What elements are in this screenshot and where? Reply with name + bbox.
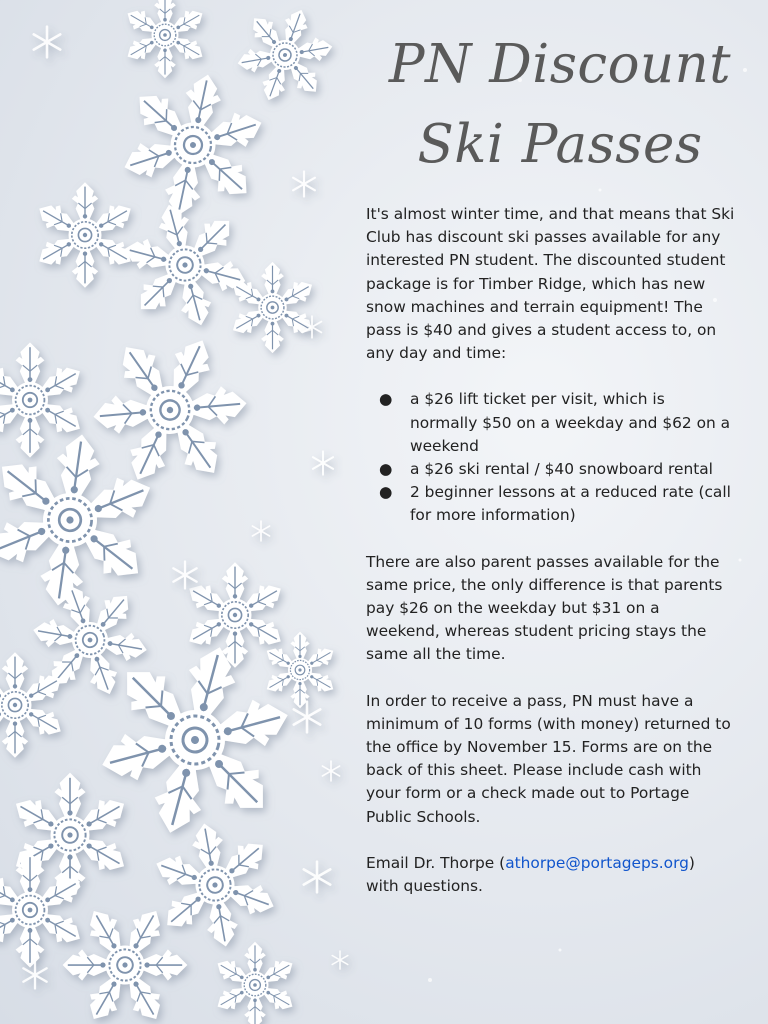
list-item xyxy=(366,481,736,527)
list-item-text: a $26 lift ticket per visit, which is normally $50 on a weekday and $62 on a weekend xyxy=(410,390,731,455)
intro-paragraph: It's almost winter time, and that means that Ski Club has discount ski passes available for any interested PN student. The discounted student package is for Timber Ridge, which has new snow machines and terrain equipment! The pass is $40 and gives a student access to, on any day and time: xyxy=(366,205,735,363)
flyer-body xyxy=(366,203,736,898)
parent-passes-paragraph: There are also parent passes available for the same price, the only difference is that parents pay $26 on the weekday but $31 on a weekend, whereas student pricing stays the same all the time. xyxy=(366,552,723,664)
page-title-line-2: Ski Passes xyxy=(417,114,703,175)
spacer xyxy=(366,829,736,852)
contact-suffix: ) xyxy=(688,853,695,872)
list-item xyxy=(366,458,736,481)
contact-tail: with questions. xyxy=(366,877,483,896)
contact-prefix: Email Dr. Thorpe ( xyxy=(366,853,506,872)
spacer xyxy=(366,365,736,388)
list-item-text: a $26 ski rental / $40 snowboard rental xyxy=(410,460,713,479)
benefits-list xyxy=(366,388,736,527)
page-title-line-1: PN Discount xyxy=(388,34,732,95)
spacer xyxy=(366,667,736,690)
list-item-text: 2 beginner lessons at a reduced rate (call for more information) xyxy=(410,483,731,525)
list-item xyxy=(366,388,736,458)
bullet-icon: ● xyxy=(379,483,393,502)
contact-paragraph xyxy=(366,852,736,898)
bullet-icon: ● xyxy=(379,460,393,479)
requirements-paragraph: In order to receive a pass, PN must have a minimum of 10 forms (with money) returned to the office by November 15. Forms are on the back of this sheet. Please include cash with your form or a check made out to Portage Public Schools. xyxy=(366,691,731,826)
email-link[interactable]: athorpe@portageps.org xyxy=(505,853,689,872)
bullet-icon: ● xyxy=(379,390,393,409)
spacer xyxy=(366,528,736,551)
